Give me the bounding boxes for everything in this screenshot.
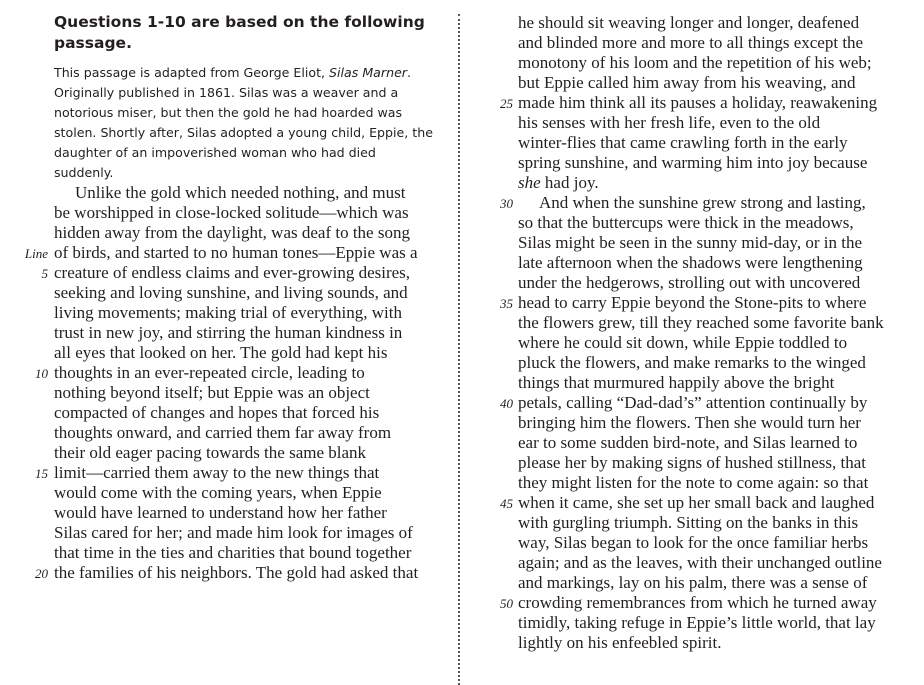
line-text: and markings, lay on his palm, there was a sense of (518, 573, 868, 592)
line-text: their old eager pacing towards the same blank (54, 443, 367, 462)
line-text: creature of endless claims and ever-growing desires, (54, 263, 411, 282)
line-text: and blinded more and more to all things except the (518, 33, 864, 52)
column-divider (458, 14, 460, 685)
line-text: Silas might be seen in the sunny mid-day, or in the (518, 233, 863, 252)
line-text: but Eppie called him away from his weaving, and (518, 73, 856, 92)
line-text: of birds, and started to no human tones—Eppie was a (54, 243, 418, 262)
line-text: petals, calling “Dad-dad’s” attention continually by (518, 393, 868, 412)
line-text: thoughts in an ever-repeated circle, leading to (54, 363, 365, 382)
line-number: 35 (500, 296, 513, 311)
line-text: when it came, she set up her small back and laughed (518, 493, 875, 512)
line-text: late afternoon when the shadows were lengthening (518, 253, 863, 272)
line-text: seeking and loving sunshine, and living sounds, and (54, 283, 408, 302)
line-number: 30 (500, 196, 513, 211)
line-text: all eyes that looked on her. The gold had kept his (54, 343, 388, 362)
line-number: 45 (500, 496, 513, 511)
line-text: way, Silas began to look for the once familiar herbs (518, 533, 869, 552)
line-text: timidly, taking refuge in Eppie’s little world, that lay (518, 613, 876, 632)
line-text: made him think all its pauses a holiday, reawakening (518, 93, 878, 112)
line-number: 5 (41, 266, 48, 281)
intro-text-start: This passage is adapted from George Eliot, (54, 65, 330, 80)
line-text: be worshipped in close-locked solitude—which was (54, 203, 409, 222)
line-text-rest: had joy. (544, 173, 599, 192)
line-text: please her by making signs of hushed stillness, that (518, 453, 866, 472)
line-text: ear to some sudden bird-note, and Silas learned to (518, 433, 858, 452)
line-number: 15 (35, 466, 48, 481)
line-text: Unlike the gold which needed nothing, and must (75, 183, 406, 202)
intro-book-title: Silas Marner (329, 65, 407, 80)
italic-word: she (518, 173, 541, 192)
line-text: lightly on his enfeebled spirit. (518, 633, 722, 652)
line-text: limit—carried them away to the new things that (54, 463, 380, 482)
line-text: the families of his neighbors. The gold had asked that (54, 563, 419, 582)
line-number: 10 (35, 366, 48, 381)
line-number: 20 (35, 566, 48, 581)
line-text: crowding remembrances from which he turned away (518, 593, 877, 612)
line-text: And when the sunshine grew strong and lasting, (539, 193, 866, 212)
line-text: living movements; making trial of everything, with (54, 303, 402, 322)
line-text: the flowers grew, till they reached some favorite bank (518, 313, 884, 332)
line-text: monotony of his loom and the repetition of his web; (518, 53, 872, 72)
line-text: head to carry Eppie beyond the Stone-pits to where (518, 293, 867, 312)
line-number: 40 (500, 396, 513, 411)
passage-introduction (54, 63, 438, 183)
line-text: that time in the ties and charities that bound together (54, 543, 412, 562)
line-text: thoughts onward, and carried them far away from (54, 423, 392, 442)
line-number: Line (24, 246, 48, 261)
line-text: would have learned to understand how her father (54, 503, 387, 522)
line-text: compacted of changes and hopes that forced his (54, 403, 380, 422)
line-text: Silas cared for her; and made him look for images of (54, 523, 413, 542)
line-text: trust in new joy, and stirring the human kindness in (54, 323, 403, 342)
line-text: spring sunshine, and warming him into joy because (518, 153, 868, 172)
line-text: his senses with her fresh life, even to the old (518, 113, 821, 132)
line-text: nothing beyond itself; but Eppie was an object (54, 383, 370, 402)
line-text: again; and as the leaves, with their unchanged outline (518, 553, 882, 572)
line-text: pluck the flowers, and make remarks to the winged (518, 353, 866, 372)
line-text: so that the buttercups were thick in the meadows, (518, 213, 854, 232)
line-number: 50 (500, 596, 513, 611)
line-text: they might listen for the note to come again: so that (518, 473, 869, 492)
line-text: he should sit weaving longer and longer, deafened (518, 13, 860, 32)
line-text: bringing him the flowers. Then she would turn her (518, 413, 861, 432)
line-text: would come with the coming years, when Eppie (54, 483, 382, 502)
line-text: things that murmured happily above the bright (518, 373, 835, 392)
line-text (518, 173, 599, 193)
line-text: where he could sit down, while Eppie toddled to (518, 333, 848, 352)
line-text: under the hedgerows, strolling out with uncovered (518, 273, 861, 292)
line-text: hidden away from the daylight, was deaf to the song (54, 223, 410, 242)
line-text: winter-flies that came crawling forth in the early (518, 133, 848, 152)
questions-heading: Questions 1-10 are based on the following passage. (54, 13, 425, 52)
line-number: 25 (500, 96, 513, 111)
line-text: with gurgling triumph. Sitting on the banks in this (518, 513, 859, 532)
intro-text-end: . Originally published in 1861. Silas was a weaver and a notorious miser, but then the gold he had hoarded was stolen. Shortly after, Silas adopted a young child, Eppie, the daughter of an impoverished woman who had died suddenly. (54, 65, 433, 180)
